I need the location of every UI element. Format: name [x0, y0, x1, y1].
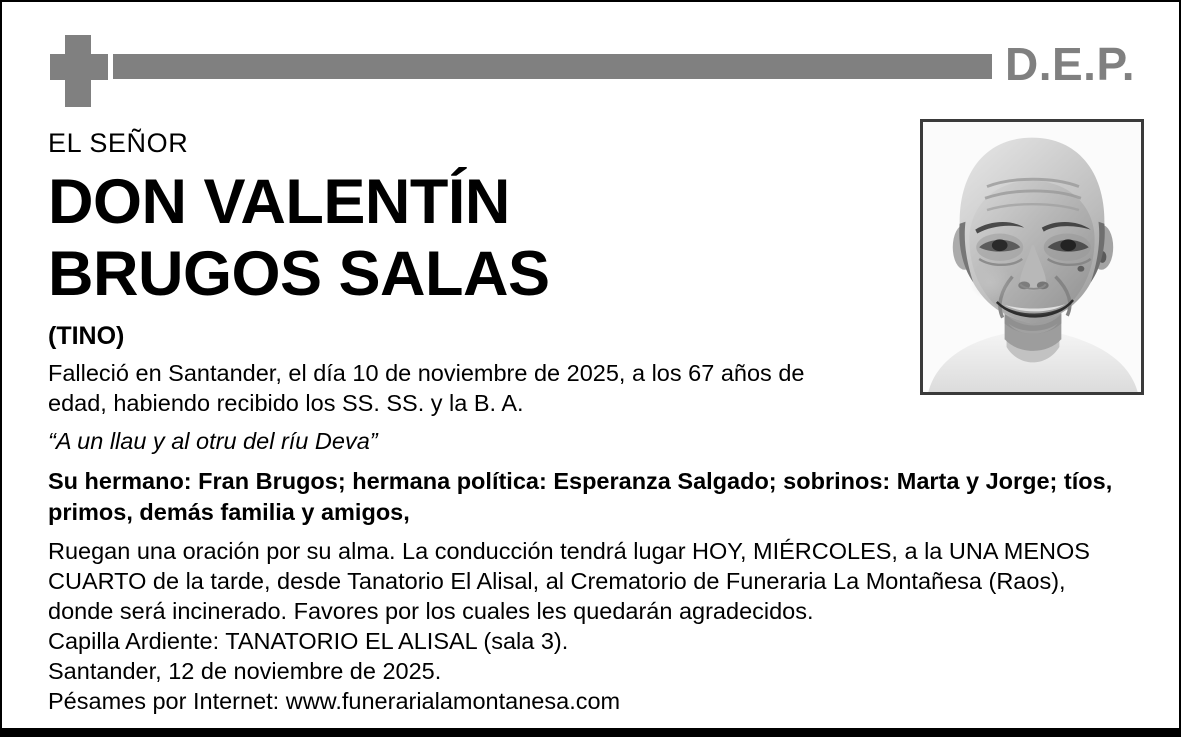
cross-icon — [50, 35, 108, 107]
dep-label: D.E.P. — [1005, 38, 1135, 90]
chapel-info: Capilla Ardiente: TANATORIO EL ALISAL (sala 3). — [48, 628, 569, 654]
notice-body — [48, 126, 1118, 716]
deceased-nickname: (TINO) — [48, 322, 125, 350]
online-condolences: Pésames por Internet: www.funerarialamontanesa.com — [48, 688, 621, 714]
death-info: Falleció en Santander, el día 10 de noviembre de 2025, a los 67 años de edad, habiendo recibido los SS. SS. y la B. A. — [48, 360, 805, 416]
memorial-quote: “A un llau y al otru del ríu Deva” — [48, 428, 378, 454]
cross-horizontal-bar — [50, 54, 108, 80]
deceased-name-line-1: DON VALENTÍN — [48, 167, 510, 237]
deceased-name-line-2: BRUGOS SALAS — [48, 239, 550, 309]
funeral-arrangements: Ruegan una oración por su alma. La conducción tendrá lugar HOY, MIÉRCOLES, a la UNA MENOS CUARTO de la tarde, desde Tanatorio El Alisal, al Crematorio de Funeraria La Montañesa (Raos), donde será incinerado. Favores por los cuales les quedarán agradecidos. — [48, 538, 1090, 624]
place-and-date: Santander, 12 de noviembre de 2025. — [48, 658, 442, 684]
surviving-family: Su hermano: Fran Brugos; hermana política: Esperanza Salgado; sobrinos: Marta y Jorge; tíos, primos, demás familia y amigos, — [48, 468, 1113, 525]
honorific-label: EL SEÑOR — [48, 128, 189, 158]
header-rule — [113, 54, 992, 79]
deceased-name — [48, 166, 608, 310]
notice-header — [2, 2, 1179, 112]
